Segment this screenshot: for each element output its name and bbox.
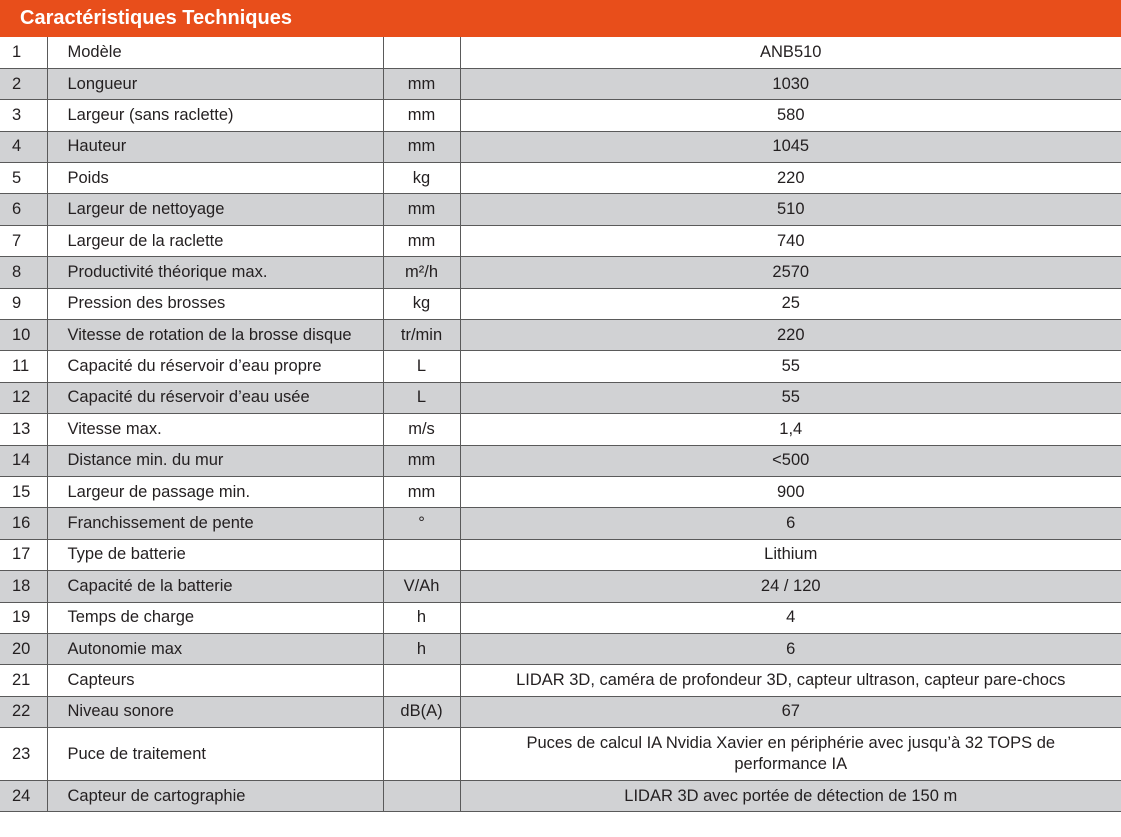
table-row (0, 68, 1121, 99)
spec-label: Longueur (47, 68, 383, 99)
spec-unit: mm (383, 476, 460, 507)
row-number: 18 (0, 571, 47, 602)
table-row (0, 320, 1121, 351)
spec-unit: mm (383, 194, 460, 225)
table-row (0, 696, 1121, 727)
table-row (0, 539, 1121, 570)
spec-unit (383, 728, 460, 781)
row-number: 20 (0, 633, 47, 664)
row-number: 17 (0, 539, 47, 570)
table-row (0, 37, 1121, 68)
row-number: 16 (0, 508, 47, 539)
spec-value: 6 (460, 633, 1121, 664)
table-row (0, 445, 1121, 476)
table-row (0, 100, 1121, 131)
row-number: 21 (0, 665, 47, 696)
spec-value: 1045 (460, 131, 1121, 162)
spec-label: Capteurs (47, 665, 383, 696)
spec-value: Lithium (460, 539, 1121, 570)
row-number: 24 (0, 781, 47, 812)
spec-value: Puces de calcul IA Nvidia Xavier en périphérie avec jusqu’à 32 TOPS de performance IA (460, 728, 1121, 781)
spec-value: 2570 (460, 257, 1121, 288)
spec-label: Capacité du réservoir d’eau usée (47, 382, 383, 413)
spec-unit: ° (383, 508, 460, 539)
table-row (0, 194, 1121, 225)
spec-unit: h (383, 602, 460, 633)
spec-value: 67 (460, 696, 1121, 727)
row-number: 2 (0, 68, 47, 99)
row-number: 12 (0, 382, 47, 413)
spec-label: Pression des brosses (47, 288, 383, 319)
spec-unit: mm (383, 131, 460, 162)
row-number: 7 (0, 225, 47, 256)
row-number: 5 (0, 163, 47, 194)
spec-label: Largeur de la raclette (47, 225, 383, 256)
table-title: Caractéristiques Techniques (0, 0, 1121, 37)
spec-label: Largeur (sans raclette) (47, 100, 383, 131)
spec-value: 55 (460, 382, 1121, 413)
spec-unit: dB(A) (383, 696, 460, 727)
row-number: 23 (0, 728, 47, 781)
spec-label: Modèle (47, 37, 383, 68)
spec-table (0, 37, 1121, 812)
row-number: 14 (0, 445, 47, 476)
spec-value: 4 (460, 602, 1121, 633)
table-row (0, 571, 1121, 602)
spec-label: Distance min. du mur (47, 445, 383, 476)
spec-value: 740 (460, 225, 1121, 256)
spec-value: 900 (460, 476, 1121, 507)
row-number: 8 (0, 257, 47, 288)
row-number: 9 (0, 288, 47, 319)
row-number: 3 (0, 100, 47, 131)
spec-unit: kg (383, 163, 460, 194)
spec-label: Puce de traitement (47, 728, 383, 781)
spec-value: 1,4 (460, 414, 1121, 445)
spec-value: 55 (460, 351, 1121, 382)
row-number: 22 (0, 696, 47, 727)
table-row (0, 665, 1121, 696)
table-row (0, 508, 1121, 539)
spec-unit: mm (383, 68, 460, 99)
spec-label: Type de batterie (47, 539, 383, 570)
table-row (0, 476, 1121, 507)
spec-value: ANB510 (460, 37, 1121, 68)
spec-label: Poids (47, 163, 383, 194)
spec-value: 220 (460, 320, 1121, 351)
row-number: 4 (0, 131, 47, 162)
spec-unit (383, 37, 460, 68)
spec-value: LIDAR 3D, caméra de profondeur 3D, capteur ultrason, capteur pare-chocs (460, 665, 1121, 696)
spec-unit: V/Ah (383, 571, 460, 602)
spec-unit: L (383, 351, 460, 382)
spec-unit: mm (383, 225, 460, 256)
row-number: 6 (0, 194, 47, 225)
spec-value: 25 (460, 288, 1121, 319)
table-row (0, 288, 1121, 319)
spec-label: Hauteur (47, 131, 383, 162)
row-number: 13 (0, 414, 47, 445)
row-number: 19 (0, 602, 47, 633)
spec-unit: mm (383, 100, 460, 131)
spec-unit: h (383, 633, 460, 664)
spec-unit: mm (383, 445, 460, 476)
spec-unit: m/s (383, 414, 460, 445)
spec-label: Capteur de cartographie (47, 781, 383, 812)
row-number: 1 (0, 37, 47, 68)
spec-value: LIDAR 3D avec portée de détection de 150 m (460, 781, 1121, 812)
table-row (0, 728, 1121, 781)
spec-unit (383, 665, 460, 696)
spec-label: Autonomie max (47, 633, 383, 664)
row-number: 15 (0, 476, 47, 507)
spec-label: Productivité théorique max. (47, 257, 383, 288)
spec-value: 6 (460, 508, 1121, 539)
spec-label: Largeur de passage min. (47, 476, 383, 507)
spec-unit: L (383, 382, 460, 413)
table-row (0, 163, 1121, 194)
spec-unit: m²/h (383, 257, 460, 288)
table-row (0, 633, 1121, 664)
spec-value: 1030 (460, 68, 1121, 99)
table-row (0, 131, 1121, 162)
spec-label: Largeur de nettoyage (47, 194, 383, 225)
spec-label: Capacité de la batterie (47, 571, 383, 602)
spec-unit: tr/min (383, 320, 460, 351)
spec-value: <500 (460, 445, 1121, 476)
table-row (0, 414, 1121, 445)
spec-label: Vitesse max. (47, 414, 383, 445)
table-row (0, 225, 1121, 256)
spec-value: 510 (460, 194, 1121, 225)
spec-value: 24 / 120 (460, 571, 1121, 602)
table-row (0, 602, 1121, 633)
spec-unit (383, 781, 460, 812)
table-row (0, 382, 1121, 413)
spec-label: Temps de charge (47, 602, 383, 633)
spec-label: Franchissement de pente (47, 508, 383, 539)
spec-value: 220 (460, 163, 1121, 194)
spec-unit (383, 539, 460, 570)
spec-label: Niveau sonore (47, 696, 383, 727)
spec-unit: kg (383, 288, 460, 319)
spec-label: Capacité du réservoir d’eau propre (47, 351, 383, 382)
spec-value: 580 (460, 100, 1121, 131)
table-row (0, 781, 1121, 812)
row-number: 11 (0, 351, 47, 382)
table-row (0, 351, 1121, 382)
spec-label: Vitesse de rotation de la brosse disque (47, 320, 383, 351)
row-number: 10 (0, 320, 47, 351)
table-row (0, 257, 1121, 288)
